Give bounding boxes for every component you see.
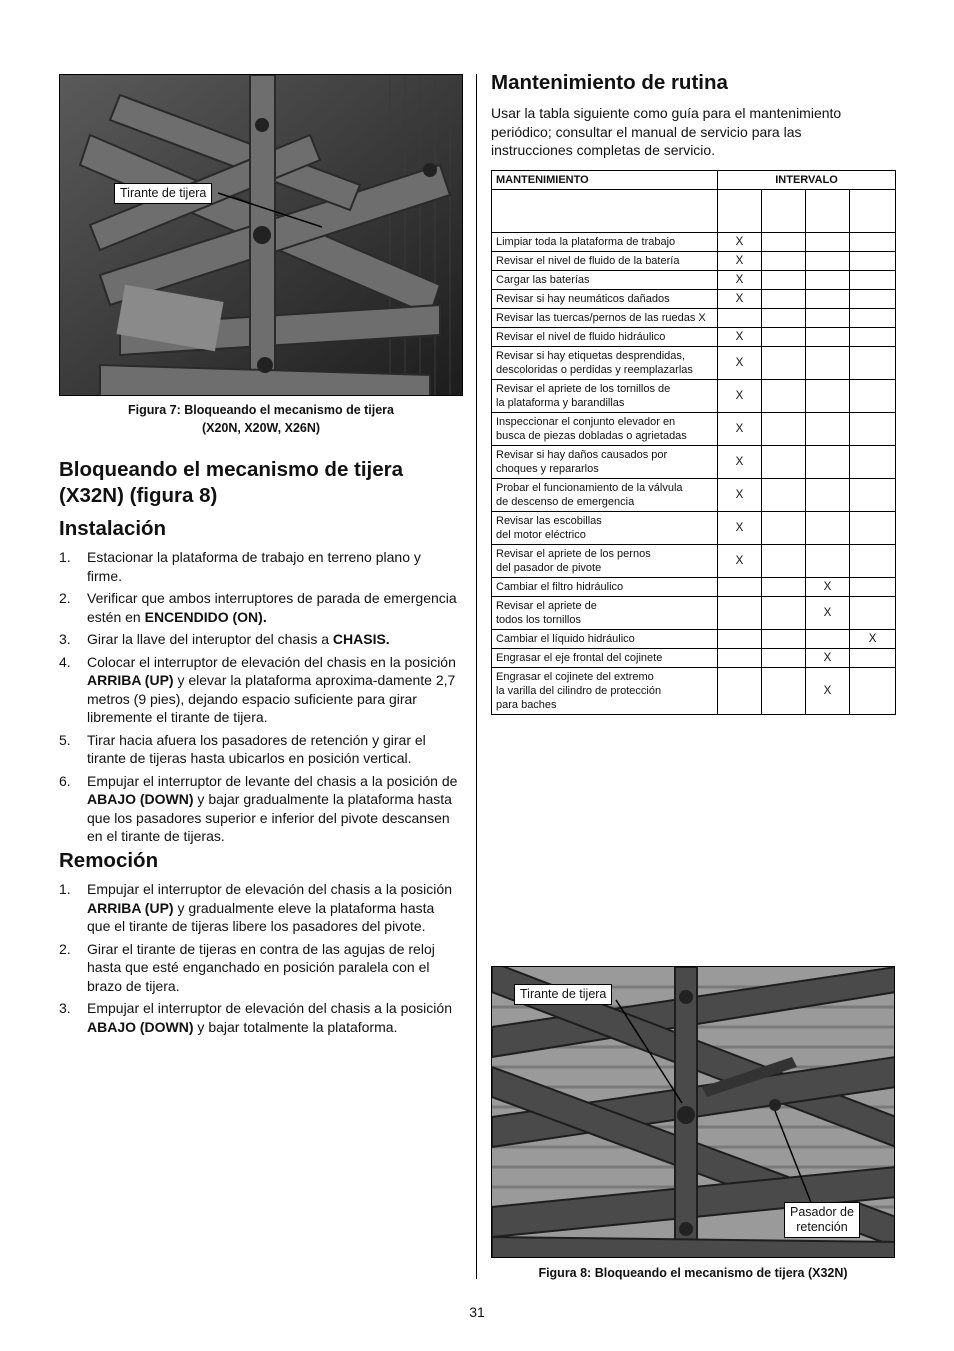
interval-cell [850, 233, 896, 252]
table-row [492, 233, 896, 252]
task-cell: Revisar las escobillas del motor eléctrico [492, 512, 718, 545]
task-cell: Revisar si hay etiquetas desprendidas, descoloridas o perdidas y reemplazarlas [492, 347, 718, 380]
page-number: 31 [469, 1304, 485, 1320]
interval-cell [850, 578, 896, 597]
interval-cell [718, 630, 762, 649]
interval-cell [762, 271, 806, 290]
interval-cell [762, 597, 806, 630]
table-row [492, 668, 896, 715]
interval-cell [850, 309, 896, 328]
interval-cell [806, 233, 850, 252]
interval-cell: X [850, 630, 896, 649]
interval-cell [850, 290, 896, 309]
interval-cell [806, 446, 850, 479]
list-item: 2. Verificar que ambos interruptores de parada de emergencia estén en ENCENDIDO (ON). [59, 590, 457, 625]
task-cell: Revisar el nivel de fluido hidráulico [492, 328, 718, 347]
table-row [492, 252, 896, 271]
removal-steps [59, 880, 459, 1040]
task-cell: Probar el funcionamiento de la válvula de descenso de emergencia [492, 479, 718, 512]
callout-retaining-pin: Pasador de retención [784, 1202, 860, 1238]
interval-cell [762, 479, 806, 512]
maintenance-table [491, 170, 896, 715]
interval-cell: X [718, 512, 762, 545]
interval-cell: X [718, 479, 762, 512]
interval-cell: X [806, 649, 850, 668]
list-item: 2. Girar el tirante de tijeras en contra de las agujas de reloj hasta que esté enganchado en posición paralela con el brazo de tijera. [59, 940, 435, 994]
interval-cell: X [718, 446, 762, 479]
installation-heading: Instalación [59, 517, 167, 540]
header-task: MANTENIMIENTO [492, 171, 718, 190]
interval-cell [850, 347, 896, 380]
interval-cell [850, 545, 896, 578]
callout-scissor-tie-7: Tirante de tijera [114, 183, 212, 204]
task-cell: Engrasar el cojinete del extremo la varilla del cilindro de protección para baches [492, 668, 718, 715]
table-row [492, 271, 896, 290]
table-row [492, 512, 896, 545]
figure-8-photo [491, 966, 895, 1258]
table-row [492, 290, 896, 309]
interval-subheader-row [492, 190, 896, 233]
scissor-lift-photo-7 [60, 75, 463, 396]
interval-cell [718, 649, 762, 668]
interval-cell: X [718, 413, 762, 446]
interval-cell [850, 649, 896, 668]
interval-cell: X [718, 271, 762, 290]
table-row [492, 649, 896, 668]
interval-cell [762, 512, 806, 545]
list-item: 6. Empujar el interruptor de levante del chasis a la posición de ABAJO (DOWN) y bajar gradualmente la plataforma hasta que los pasadores superior e inferior del pivote descansen en el tirante de tijeras. [59, 772, 458, 844]
interval-cell [806, 309, 850, 328]
task-cell: Cambiar el líquido hidráulico [492, 630, 718, 649]
interval-cell [806, 328, 850, 347]
table-row [492, 309, 896, 328]
task-cell: Revisar el nivel de fluido de la batería [492, 252, 718, 271]
interval-cell [762, 233, 806, 252]
interval-cell [850, 668, 896, 715]
interval-cell [762, 347, 806, 380]
table-row [492, 328, 896, 347]
interval-cell [806, 347, 850, 380]
list-item: 4. Colocar el interruptor de elevación del chasis en la posición ARRIBA (UP) y elevar la plataforma aproxima-damente 2,7 metros (9 pies), dejando espacio suficiente para girar libremente el tirante de tijera. [59, 653, 456, 725]
interval-cell [806, 271, 850, 290]
table-row [492, 545, 896, 578]
interval-cell [806, 413, 850, 446]
task-cell: Revisar el apriete de los pernos del pasador de pivote [492, 545, 718, 578]
table-row [492, 597, 896, 630]
maintenance-intro: Usar la tabla siguiente como guía para el mantenimiento periódico; consultar el manual de servicio para las instrucciones completas de servicio. [491, 105, 842, 158]
task-cell: Revisar el apriete de los tornillos de la plataforma y barandillas [492, 380, 718, 413]
interval-cell: X [718, 347, 762, 380]
figure-7-caption-line1: Figura 7: Bloqueando el mecanismo de tijera [127, 403, 395, 417]
column-divider [476, 74, 477, 1279]
interval-cell: X [718, 545, 762, 578]
interval-cell [762, 328, 806, 347]
list-item: 3. Girar la llave del interuptor del chasis a CHASIS. [59, 631, 390, 647]
interval-cell [806, 545, 850, 578]
interval-cell: X [718, 328, 762, 347]
interval-cell [806, 630, 850, 649]
table-row [492, 578, 896, 597]
task-cell: Revisar si hay daños causados por choques y repararlos [492, 446, 718, 479]
list-item: 5. Tirar hacia afuera los pasadores de retención y girar el tirante de tijeras hasta ubicarlos en posición vertical. [59, 731, 426, 766]
interval-cell [806, 252, 850, 271]
interval-cell [850, 446, 896, 479]
callout-scissor-tie-8: Tirante de tijera [514, 984, 612, 1005]
figure-7-photo [59, 74, 463, 396]
task-cell: Engrasar el eje frontal del cojinete [492, 649, 718, 668]
interval-cell [806, 380, 850, 413]
task-cell: Revisar las tuercas/pernos de las ruedas X [492, 309, 718, 328]
interval-cell: X [718, 252, 762, 271]
interval-cell [806, 512, 850, 545]
heading-line1: Bloqueando el mecanismo de tijera [59, 458, 404, 481]
task-cell: Revisar el apriete de todos los tornillos [492, 597, 718, 630]
interval-cell [850, 597, 896, 630]
table-row [492, 479, 896, 512]
interval-cell [718, 309, 762, 328]
interval-cell [806, 290, 850, 309]
interval-cell [850, 271, 896, 290]
list-item: 3. Empujar el interruptor de elevación del chasis a la posición ABAJO (DOWN) y bajar totalmente la plataforma. [59, 1000, 452, 1035]
interval-cell [762, 630, 806, 649]
task-cell: Inspeccionar el conjunto elevador en busca de piezas dobladas o agrietadas [492, 413, 718, 446]
removal-heading: Remoción [59, 849, 159, 872]
table-row [492, 630, 896, 649]
interval-cell [762, 446, 806, 479]
interval-cell: X [718, 290, 762, 309]
task-cell: Revisar si hay neumáticos dañados [492, 290, 718, 309]
task-cell: Cambiar el filtro hidráulico [492, 578, 718, 597]
interval-cell [718, 578, 762, 597]
interval-cell [850, 512, 896, 545]
interval-cell [850, 413, 896, 446]
table-row [492, 347, 896, 380]
interval-cell [718, 668, 762, 715]
task-cell: Cargar las baterías [492, 271, 718, 290]
interval-cell [806, 479, 850, 512]
figure-7-caption-line2: (X20N, X20W, X26N) [201, 421, 321, 435]
interval-cell [850, 479, 896, 512]
list-item: 1. Empujar el interruptor de elevación del chasis a la posición ARRIBA (UP) y gradualmente eleve la plataforma hasta que el tirante de tijeras libere los pasadores del pivote. [59, 881, 452, 934]
section-heading-locking [59, 457, 469, 509]
interval-cell: X [806, 578, 850, 597]
interval-cell [762, 413, 806, 446]
interval-cell [762, 380, 806, 413]
interval-cell [762, 668, 806, 715]
heading-line2: (X32N) (figura 8) [59, 484, 218, 507]
header-interval: INTERVALO [718, 171, 896, 190]
interval-cell [762, 252, 806, 271]
table-row [492, 380, 896, 413]
interval-cell: X [806, 597, 850, 630]
maintenance-heading: Mantenimiento de rutina [491, 71, 728, 94]
interval-cell [762, 649, 806, 668]
interval-cell: X [806, 668, 850, 715]
interval-cell [850, 380, 896, 413]
figure-8-caption: Figura 8: Bloqueando el mecanismo de tijera (X32N) [538, 1266, 848, 1280]
interval-cell: X [718, 380, 762, 413]
figure-7-caption [59, 401, 463, 437]
interval-cell [762, 545, 806, 578]
task-cell: Limpiar toda la plataforma de trabajo [492, 233, 718, 252]
interval-cell [762, 290, 806, 309]
interval-cell [762, 309, 806, 328]
table-row [492, 446, 896, 479]
installation-steps [59, 548, 459, 850]
interval-cell [762, 578, 806, 597]
list-item: 1. Estacionar la plataforma de trabajo en terreno plano y firme. [59, 549, 421, 584]
interval-cell [850, 328, 896, 347]
table-row [492, 413, 896, 446]
interval-cell: X [718, 233, 762, 252]
interval-cell [718, 597, 762, 630]
interval-cell [850, 252, 896, 271]
